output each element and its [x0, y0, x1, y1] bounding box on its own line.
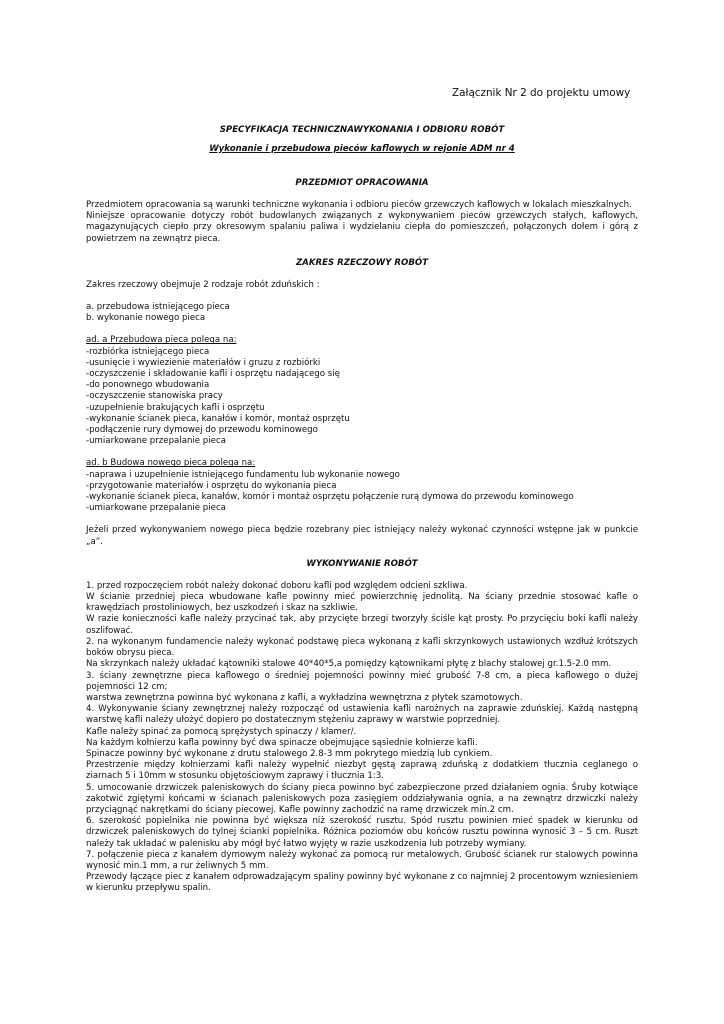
wykonywanie-paragraph: 6. szerokość popielnika nie powinna być większa niż szerokość rusztu. Spód rusztu powinien mieć spadek w kierunku od drzwiczek paleniskowych do tylnej ścianki popielnika. Różnica poziomów obu końców rusztu powinna wynosić 3 – 5 cm. Ruszt należy tak układać w palenisku aby mógł być łatwo wyjęty w razie uszkodzenia lub potrzeby wymiany. — [86, 816, 638, 849]
wykonywanie-paragraph: Spinacze powinny być wykonane z drutu stalowego 2.8-3 mm pokrytego miedzią lub cynkiem. — [86, 748, 493, 759]
zakres-intro: Zakres rzeczowy obejmuje 2 rodzaje robót zduńskich : — [86, 279, 320, 290]
document-title: SPECYFIKACJA TECHNICZNAWYKONANIA I ODBIORU ROBÓT — [219, 125, 505, 135]
zakres-type-a: a. przebudowa istniejącego pieca — [86, 302, 230, 313]
ad-a-item: -usunięcie i wywiezienie materiałów i gruzu z rozbiórki — [86, 357, 321, 368]
ad-b-item: -naprawa i uzupełnienie istniejącego fundamentu lub wykonanie nowego — [86, 469, 400, 480]
ad-a-item: -rozbiórka istniejącego pieca — [86, 346, 210, 357]
wykonywanie-paragraph: 1. przed rozpoczęciem robót należy dokonać doboru kafli pod względem odcieni szkliwa. — [86, 580, 468, 591]
wykonywanie-paragraph: Na skrzynkach należy układać kątowniki stalowe 40*40*5,a pomiędzy kątownikami płytę z blachy stalowej gr.1.5-2.0 mm. — [86, 659, 612, 670]
przedmiot-paragraph-2: Niniejsze opracowanie dotyczy robót budowlanych związanych z wykonywaniem pieców grzewczych stałych, kaflowych, magazynujących ciepło przy okresowym spalaniu paliwa i wydzielaniu ciepła do pomieszczeń, połączonych dołem i górą z powietrzem na zewnątrz pieca. — [86, 211, 638, 244]
wykonywanie-paragraph: Przewody łączące piec z kanałem odprowadzającym spaliny powinny być wykonane z co najmniej 2 procentowym wzniesieniem w kierunku przepływu spalin. — [86, 872, 638, 894]
wykonywanie-paragraph: Przestrzenie między kołnierzami kafli należy wypełnić niezbyt gęstą zaprawą zduńską z dodatkiem tłucznia ceglanego o ziarnach 5 i 10mm w stosunku objętościowym zaprawy i tłucznia 1:3. — [86, 760, 638, 782]
wykonywanie-paragraph: Na każdym kołnierzu kafla powinny być dwa spinacze obejmujące sąsiednie kołnierze kafli. — [86, 737, 478, 748]
ad-a-title: ad. a Przebudowa pieca polega na: — [86, 335, 237, 346]
wykonywanie-paragraph: 7. połączenie pieca z kanałem dymowym należy wykonać za pomocą rur metalowych. Grubość ścianek rur stalowych powinna wynosić min.1 mm, a rur żeliwnych 5 mm. — [86, 849, 638, 871]
wykonywanie-paragraph: 5. umocowanie drzwiczek paleniskowych do ściany pieca powinno być zabezpieczone przed działaniem ognia. Śruby kotwiące zakotwić zgiętymi końcami w ścianach paleniskowych poza zasięgiem oddziaływania ognia, a na zewnątrz drzwiczki należy przyciągnąć nakrętkami do ściany piecowej. Kafle powinny zachodzić na ramę drzwiczek min.2 cm. — [86, 782, 638, 815]
ad-b-title: ad. b Budowa nowego pieca polega na: — [86, 458, 256, 469]
zakres-type-b: b. wykonanie nowego pieca — [86, 313, 206, 324]
wykonywanie-paragraph: warstwa zewnętrzna powinna być wykonana z kafli, a wykładzina wewnętrzna z płytek szamotowych. — [86, 692, 523, 703]
wykonywanie-paragraph: W ścianie przedniej pieca wbudowane kafle powinny mieć powierzchnię jednolitą. Na ściany przednie stosować kafle o krawędziach prostoliniowych, bez uszkodzeń i skaz na szkliwie. — [86, 592, 638, 614]
ad-b-item: -umiarkowane przepalanie pieca — [86, 503, 226, 514]
section-heading-przedmiot: PRZEDMIOT OPRACOWANIA — [295, 178, 429, 188]
zakres-note: Jeżeli przed wykonywaniem nowego pieca będzie rozebrany piec istniejący należy wykonać czynności wstępne jak w punkcie „a”. — [86, 525, 638, 547]
wykonywanie-paragraph: 3. ściany zewnętrzne pieca kaflowego o średniej pojemności powinny mieć grubość 7-8 cm, a pieca kaflowego o dużej pojemności 12 cm; — [86, 670, 638, 692]
ad-a-item: -wykonanie ścianek pieca, kanałów i komór, montaż osprzętu — [86, 413, 350, 424]
ad-a-item: -do ponownego wbudowania — [86, 380, 210, 391]
section-heading-wykonywanie: WYKONYWANIE ROBÓT — [306, 558, 418, 569]
document-body — [86, 124, 638, 895]
wykonywanie-paragraph: 2. na wykonanym fundamencie należy wykonać podstawę pieca wykonaną z kafli skrzynkowych ustawionych wzdłuż krótszych boków obrysu pieca. — [86, 636, 638, 659]
ad-a-item: -umiarkowane przepalanie pieca — [86, 436, 226, 447]
document-subtitle: Wykonanie i przebudowa pieców kaflowych w rejonie ADM nr 4 — [209, 144, 515, 154]
ad-a-item: -oczyszczenie i składowanie kafli i osprzętu nadającego się — [86, 369, 340, 380]
wykonywanie-paragraph: 4. Wykonywanie ściany zewnętrznej należy rozpocząć od ustawienia kafli narożnych na zaprawie zduńskiej. Każdą następną warstwę kafli należy ułożyć dopiero po dostatecznym stężeniu zaprawy w warstwie poprzedniej. — [86, 704, 638, 726]
wykonywanie-paragraph: W razie konieczności kafle należy przycinać tak, aby przycięte brzegi tworzyły ściśle kąt prosty. Po przycięciu boki kafli należy oszlifować. — [86, 614, 638, 636]
ad-b-item: -wykonanie ścianek pieca, kanałów, komór i montaż osprzętu połączenie rurą dymowa do przewodu kominowego — [86, 492, 574, 503]
wykonywanie-paragraph: Kafle należy spinać za pomocą sprężystych spinaczy / klamer/. — [86, 726, 357, 737]
annex-label: Załącznik Nr 2 do projektu umowy — [452, 87, 631, 99]
przedmiot-paragraph-1: Przedmiotem opracowania są warunki techniczne wykonania i odbioru pieców grzewczych kaflowych w lokalach mieszkalnych. — [86, 200, 632, 210]
ad-a-item: -podłączenie rury dymowej do przewodu kominowego — [86, 425, 318, 436]
ad-b-item: -przygotowanie materiałów i osprzętu do wykonania pieca — [86, 480, 337, 491]
section-heading-zakres: ZAKRES RZECZOWY ROBÓT — [295, 257, 429, 268]
ad-a-item: -uzupełnienie brakujących kafli i osprzętu — [86, 402, 265, 413]
ad-a-item: -oczyszczenie stanowiska pracy — [86, 391, 223, 402]
